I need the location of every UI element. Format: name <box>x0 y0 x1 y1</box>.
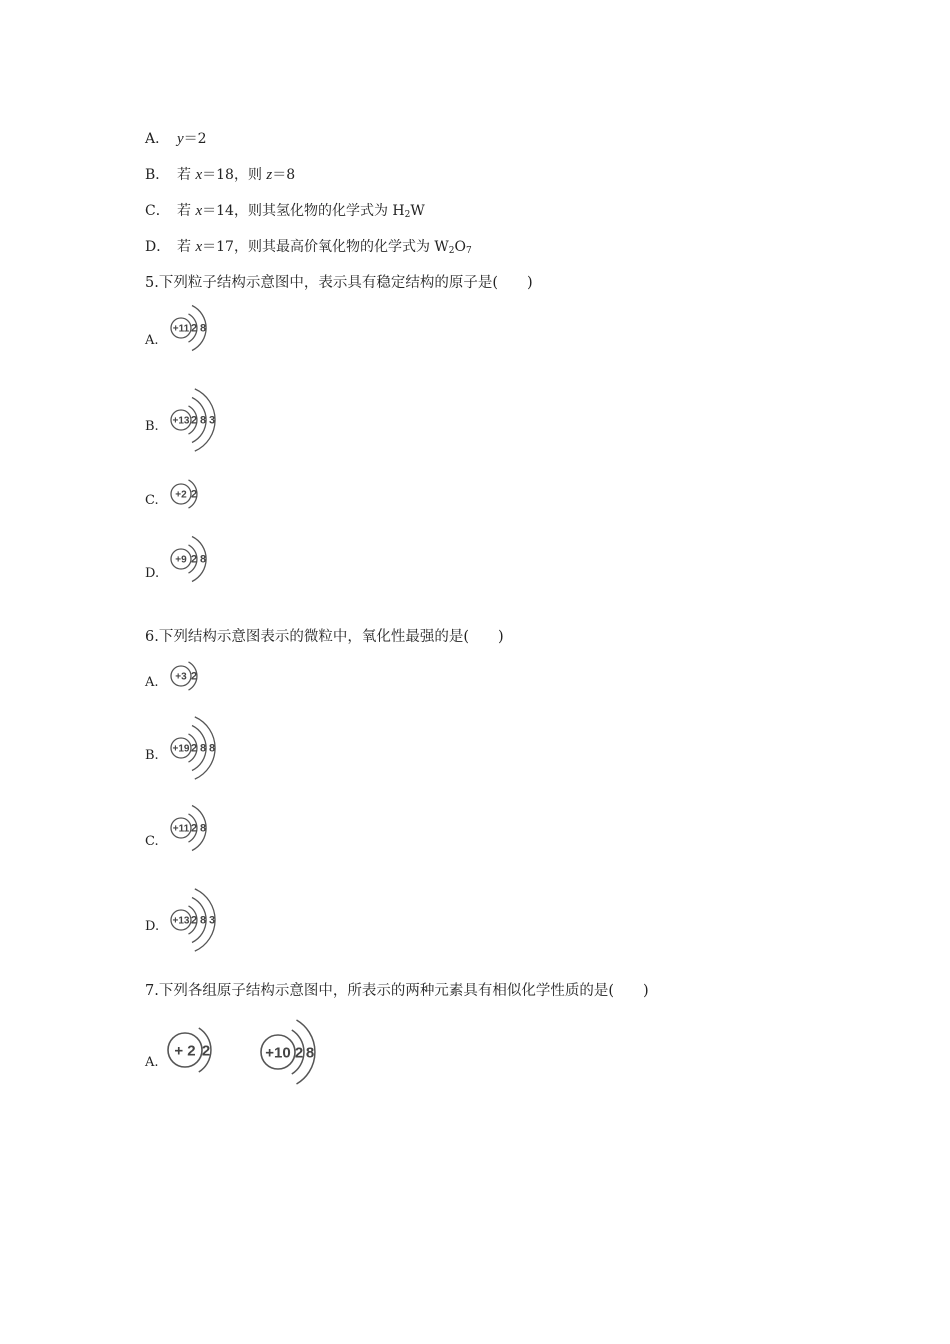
atom-diagram <box>165 802 235 858</box>
variable: y <box>177 131 184 147</box>
atom-diagram <box>165 302 235 358</box>
option-text: W <box>410 203 425 219</box>
atom-diagram <box>165 886 245 952</box>
nucleus-charge: +2 <box>175 489 187 501</box>
electron-count: 3 <box>208 414 216 427</box>
nucleus-charge: +3 <box>175 671 187 683</box>
q6-option-c-letter: C. <box>145 834 159 849</box>
q6-option-b-letter: B. <box>145 748 159 763</box>
electron-count: 2 <box>190 414 198 427</box>
atom-diagram <box>165 656 225 700</box>
option-text: 若 <box>177 167 196 183</box>
q4-option-d <box>145 236 472 256</box>
atom-diagram <box>165 714 245 782</box>
option-text: ＝17，则其最高价氧化物的化学式为 W <box>202 239 449 255</box>
nucleus-charge: + 2 <box>174 1042 196 1060</box>
q4-option-c <box>145 200 425 220</box>
q4-option-a <box>145 128 207 148</box>
electron-count: 8 <box>305 1044 315 1062</box>
subscript: 2 <box>448 246 455 256</box>
electron-count: 2 <box>294 1044 304 1062</box>
option-letter: D． <box>145 239 171 255</box>
nucleus-charge: +9 <box>175 554 187 566</box>
variable: x <box>195 167 203 183</box>
electron-count: 8 <box>199 914 207 927</box>
question-6-stem: 6.下列结构示意图表示的微粒中，氧化性最强的是( ) <box>145 629 504 645</box>
option-text: ＝8 <box>272 167 296 183</box>
variable: x <box>195 203 203 219</box>
nucleus-charge: +13 <box>172 415 190 427</box>
option-text: 若 <box>177 203 196 219</box>
q5-option-a-letter: A. <box>145 333 159 348</box>
nucleus-charge: +11 <box>172 323 190 335</box>
q5-option-b-letter: B. <box>145 419 159 434</box>
electron-count: 3 <box>208 914 216 927</box>
electron-count: 8 <box>199 322 207 335</box>
electron-count: 2 <box>190 914 198 927</box>
electron-count: 8 <box>199 414 207 427</box>
option-text: ＝18，则 <box>202 167 267 183</box>
q6-option-a-letter: A. <box>145 675 159 690</box>
atom-diagram <box>165 1014 245 1084</box>
nucleus-charge: +19 <box>172 743 190 755</box>
option-letter: A． <box>145 131 170 147</box>
electron-count: 8 <box>208 742 216 755</box>
atom-diagram <box>165 474 225 518</box>
q5-option-c-letter: C. <box>145 493 159 508</box>
option-letter: B． <box>145 167 170 183</box>
electron-count: 2 <box>190 742 198 755</box>
electron-count: 8 <box>199 742 207 755</box>
question-7-stem: 7.下列各组原子结构示意图中，所表示的两种元素具有相似化学性质的是( ) <box>145 983 649 999</box>
q5-option-d-letter: D. <box>145 566 160 581</box>
atom-diagram <box>258 1010 348 1092</box>
variable: x <box>195 239 203 255</box>
electron-count: 2 <box>190 822 198 835</box>
nucleus-charge: +10 <box>265 1044 291 1062</box>
electron-count: 8 <box>199 553 207 566</box>
electron-count: 2 <box>201 1042 211 1060</box>
option-text: ＝2 <box>183 131 207 147</box>
subscript: 7 <box>466 246 472 256</box>
atom-diagram <box>165 535 235 591</box>
nucleus-charge: +11 <box>172 823 190 835</box>
q7-option-a-letter: A. <box>145 1055 159 1070</box>
nucleus-charge: +13 <box>172 915 190 927</box>
electron-count: 2 <box>190 488 198 501</box>
atom-diagram <box>165 386 245 452</box>
option-letter: C． <box>145 203 170 219</box>
electron-count: 8 <box>199 822 207 835</box>
subscript: 2 <box>404 210 411 220</box>
option-text: 若 <box>177 239 196 255</box>
q6-option-d-letter: D. <box>145 919 160 934</box>
variable: z <box>266 167 273 183</box>
electron-count: 2 <box>190 670 198 683</box>
option-text: O <box>454 239 466 255</box>
question-5-stem: 5.下列粒子结构示意图中，表示具有稳定结构的原子是( ) <box>145 275 533 291</box>
electron-count: 2 <box>190 553 198 566</box>
q4-option-b <box>145 164 295 184</box>
electron-count: 2 <box>190 322 198 335</box>
option-text: ＝14，则其氢化物的化学式为 H <box>202 203 405 219</box>
